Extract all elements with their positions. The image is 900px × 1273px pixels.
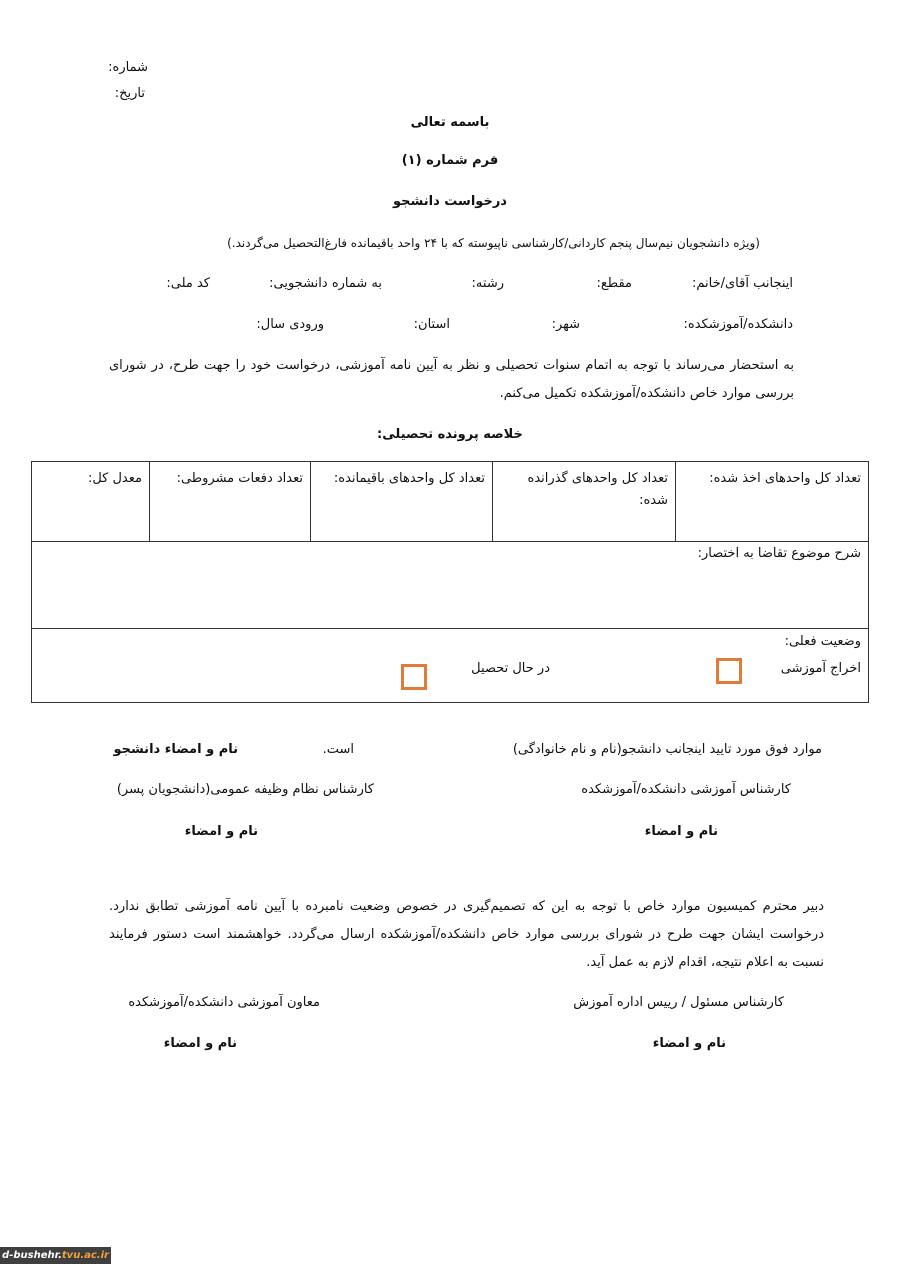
request-title: درخواست دانشجو (393, 194, 507, 209)
date-label: تاریخ: (114, 86, 145, 101)
province-label: استان: (413, 317, 450, 332)
student-number-label: به شماره دانشجویی: (269, 276, 382, 291)
confirmation-text: موارد فوق مورد تایید اینجانب دانشجو(نام و نام خانوادگی) (512, 742, 822, 757)
military-expert-label: کارشناس نظام وظیفه عمومی(دانشجویان پسر) (116, 782, 374, 797)
request-description-label: شرح موضوع تقاضا به اختصار: (697, 546, 861, 561)
status-studying-checkbox[interactable] (401, 664, 427, 690)
head-education-signature: نام و امضاء (652, 1036, 726, 1051)
education-expert-signature: نام و امضاء (644, 824, 718, 839)
site-watermark (0, 1247, 111, 1264)
request-description-box (31, 540, 869, 629)
intro-paragraph: به استحضار می‌رساند با توجه به اتمام سنوات تحصیلی و نظر به آیین نامه آموزشی، درخواست خود را جهت طرح، در شورای بررسی موارد خاص دانشکده/آموزشکده تکمیل می‌کنم. (109, 358, 794, 401)
summary-gpa: معدل کل: (32, 462, 150, 542)
student-signature-label: نام و امضاء دانشجو (113, 742, 238, 757)
basmala: باسمه تعالی (410, 115, 490, 130)
city-label: شهر: (551, 317, 580, 332)
entry-year-label: ورودی سال: (256, 317, 324, 332)
deputy-label: معاون آموزشی دانشکده/آموزشکده (128, 995, 320, 1010)
major-label: رشته: (471, 276, 504, 291)
summary-title: خلاصه پرونده تحصیلی: (377, 427, 523, 442)
status-expelled-checkbox[interactable] (716, 658, 742, 684)
status-option-expelled: اخراج آموزشی (780, 661, 861, 676)
education-expert-label: کارشناس آموزشی دانشکده/آموزشکده (581, 782, 791, 797)
current-status-label: وضعیت فعلی: (784, 634, 861, 649)
confirmation-is: است. (322, 742, 354, 757)
military-expert-signature: نام و امضاء (184, 824, 258, 839)
form-number: فرم شماره (۱) (401, 153, 499, 168)
academic-summary-table (31, 461, 869, 542)
current-status-box (31, 628, 869, 703)
summary-probation-count: تعداد دفعات مشروطی: (150, 462, 311, 542)
summary-remaining-units: تعداد کل واحدهای باقیمانده: (311, 462, 493, 542)
secretary-paragraph: دبیر محترم کمیسیون موارد خاص با توجه به این که تصمیم‌گیری در خصوص وضعیت نامبرده با آیین نامه آموزشی تطابق ندارد. درخواست ایشان جهت طرح در شورای بررسی موارد خاص دانشکده/آموزشکده ارسال می‌گردد. خواهشمند است دستور فرمایند نسبت به اعلام نتیجه، اقدام لازم به عمل آید. (109, 899, 824, 970)
form-subtitle: (ویژه دانشجویان نیم‌سال پنجم کاردانی/کارشناسی ناپیوسته که با ۲۴ واحد باقیمانده فارغ‌التحصیل می‌گردند.) (227, 236, 760, 250)
watermark-prefix: d-bushehr. (2, 1250, 62, 1261)
faculty-label: دانشکده/آموزشکده: (683, 317, 793, 332)
national-code-label: کد ملی: (166, 276, 210, 291)
number-label: شماره: (108, 60, 148, 75)
status-option-studying: در حال تحصیل (471, 661, 550, 676)
summary-passed-units: تعداد کل واحدهای گذرانده شده: (493, 462, 676, 542)
applicant-label: اینجانب آقای/خانم: (691, 276, 793, 291)
level-label: مقطع: (596, 276, 632, 291)
watermark-accent: tvu.ac.ir (61, 1250, 109, 1261)
summary-taken-units: تعداد کل واحدهای اخذ شده: (676, 462, 869, 542)
head-education-label: کارشناس مسئول / رییس اداره آموزش (573, 995, 784, 1010)
deputy-signature: نام و امضاء (163, 1036, 237, 1051)
